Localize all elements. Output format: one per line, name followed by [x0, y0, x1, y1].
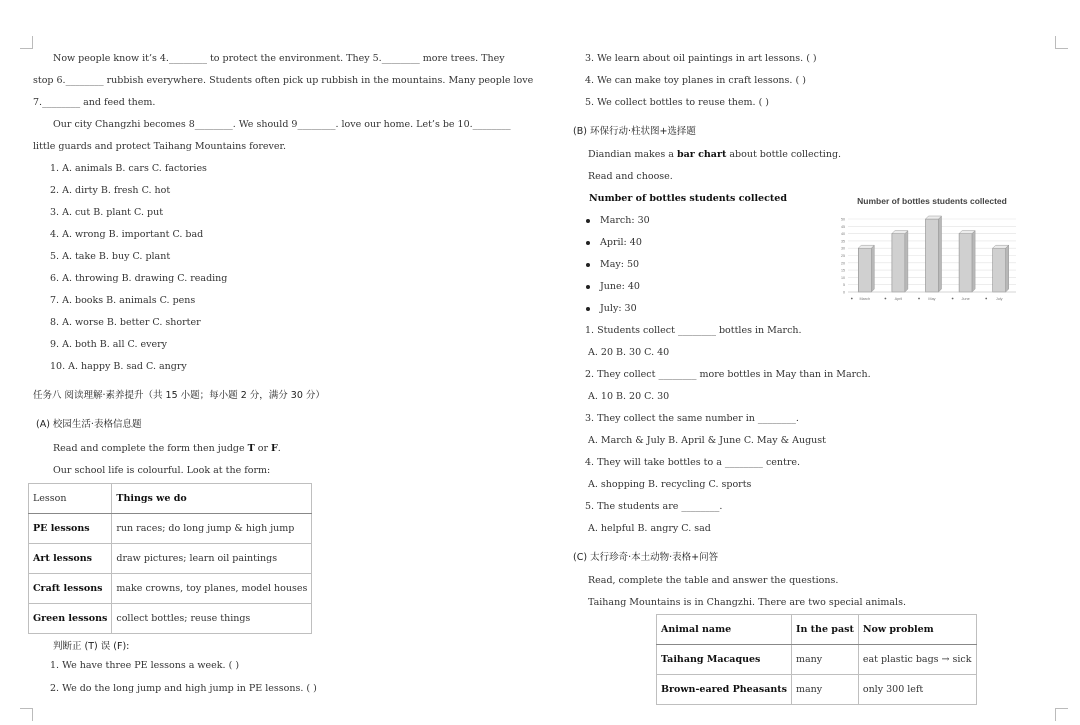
question-3: 3. They collect the same number in ________. — [585, 413, 799, 424]
table-cell-activity: collect bottles; reuse things — [112, 604, 312, 634]
option-7: 7. A. books B. animals C. pens — [50, 295, 196, 306]
option-4: 4. A. wrong B. important C. bad — [50, 229, 204, 240]
list-item: June: 40 — [586, 281, 640, 292]
section-b-instruction: Read and choose. — [588, 171, 673, 182]
chart-bar — [926, 219, 939, 292]
table-header-things: Things we do — [112, 484, 312, 514]
table-cell-lesson: Green lessons — [29, 604, 112, 634]
judge-item-4: 4. We can make toy planes in craft lessons. ( ) — [585, 75, 806, 86]
chart-x-tick-label: June — [961, 297, 970, 301]
table-row — [657, 645, 977, 675]
chart-y-tick-label: 35 — [841, 239, 845, 244]
table-header-animal: Animal name — [657, 615, 792, 645]
bullet-icon — [586, 219, 590, 223]
cloze-line-4: Our city Changzhi becomes 8________. We should 9________. love our home. Let’s be 10.________ — [53, 119, 511, 130]
section-b-intro-pre: Diandian makes a — [588, 149, 677, 160]
chart-bar-side — [871, 245, 874, 292]
cloze-line-5: little guards and protect Taihang Mountains forever. — [33, 141, 287, 152]
section-b-intro — [588, 149, 841, 160]
table-cell-problem: only 300 left — [858, 675, 976, 705]
chart-bar — [993, 248, 1006, 292]
question-5: 5. The students are ________. — [585, 501, 723, 512]
section-c-intro: Taihang Mountains is in Changzhi. There are two special animals. — [588, 597, 906, 608]
list-item: May: 50 — [586, 259, 639, 270]
table-cell-animal: Taihang Macaques — [657, 645, 792, 675]
table-header-problem: Now problem — [858, 615, 976, 645]
chart-bar — [858, 248, 871, 292]
chart-y-tick-label: 25 — [841, 254, 845, 258]
chart-bar-side — [939, 216, 942, 292]
table-row — [657, 675, 977, 705]
judge-label: 判断正 (T) 误 (F): — [53, 641, 130, 652]
crop-mark-top-right — [1055, 36, 1068, 49]
table-row — [29, 604, 312, 634]
chart-x-tick-marker — [851, 298, 853, 300]
bottle-list-title: Number of bottles students collected — [589, 193, 787, 204]
crop-mark-bottom-left — [20, 708, 33, 721]
chart-x-tick-label: April — [894, 297, 903, 301]
table-cell-lesson: Art lessons — [29, 544, 112, 574]
chart-bar — [892, 234, 905, 292]
section-a-intro: Our school life is colourful. Look at the form: — [53, 465, 271, 476]
section-b-title: (B) 环保行动·柱状图+选择题 — [573, 126, 696, 137]
crop-mark-top-left — [20, 36, 33, 49]
chart-x-tick-marker — [952, 298, 954, 300]
chart-x-tick-label: May — [928, 297, 936, 301]
chart-bar — [959, 234, 972, 292]
table-cell-activity: make crowns, toy planes, model houses — [112, 574, 312, 604]
chart-y-tick-label: 20 — [841, 261, 845, 266]
table-cell-activity: run races; do long jump & high jump — [112, 514, 312, 544]
judge-item-1: 1. We have three PE lessons a week. ( ) — [50, 660, 240, 671]
question-3-options: A. March & July B. April & June C. May & August — [588, 435, 826, 446]
table-header-lesson: Lesson — [29, 484, 112, 514]
question-5-options: A. helpful B. angry C. sad — [588, 523, 711, 534]
question-2-options: A. 10 B. 20 C. 30 — [588, 391, 670, 402]
bullet-icon — [586, 285, 590, 289]
section-c-title: (C) 太行珍奇·本土动物·表格+问答 — [573, 552, 719, 563]
bullet-icon — [586, 263, 590, 267]
table-row — [29, 574, 312, 604]
cloze-line-2: stop 6.________ rubbish everywhere. Students often pick up rubbish in the mountains. Many people love — [33, 75, 534, 86]
question-1-options: A. 20 B. 30 C. 40 — [588, 347, 670, 358]
chart-bar-side — [972, 231, 975, 292]
table-cell-past: many — [792, 645, 859, 675]
chart-y-tick-label: 10 — [841, 275, 845, 280]
option-9: 9. A. both B. all C. every — [50, 339, 168, 350]
table-header-past: In the past — [792, 615, 859, 645]
chart-x-tick-label: March — [859, 297, 871, 301]
option-5: 5. A. take B. buy C. plant — [50, 251, 171, 262]
chart-y-tick-label: 45 — [841, 224, 845, 229]
animal-table — [656, 614, 977, 705]
option-6: 6. A. throwing B. drawing C. reading — [50, 273, 228, 284]
judge-item-3: 3. We learn about oil paintings in art lessons. ( ) — [585, 53, 817, 64]
table-cell-lesson: Craft lessons — [29, 574, 112, 604]
table-cell-activity: draw pictures; learn oil paintings — [112, 544, 312, 574]
chart-x-tick-marker — [885, 298, 887, 300]
chart-bar-side — [905, 231, 908, 292]
chart-y-tick-label: 0 — [843, 290, 845, 295]
chart-x-tick-marker — [918, 298, 920, 300]
list-item: March: 30 — [586, 215, 650, 226]
section-b-intro-bold: bar chart — [677, 149, 727, 160]
chart-title: Number of bottles students collected — [857, 196, 1007, 206]
option-10: 10. A. happy B. sad C. angry — [50, 361, 187, 372]
table-row — [29, 514, 312, 544]
section-a-title: (A) 校园生活·表格信息题 — [36, 419, 142, 430]
chart-bar-side — [1006, 245, 1009, 292]
section-c-instruction: Read, complete the table and answer the questions. — [588, 575, 839, 586]
table-header-row — [657, 615, 977, 645]
crop-mark-bottom-right — [1055, 708, 1068, 721]
table-cell-animal: Brown-eared Pheasants — [657, 675, 792, 705]
table-cell-problem: eat plastic bags → sick — [858, 645, 976, 675]
question-4: 4. They will take bottles to a ________ centre. — [585, 457, 801, 468]
option-2: 2. A. dirty B. fresh C. hot — [50, 185, 171, 196]
chart-x-tick-marker — [985, 298, 987, 300]
option-8: 8. A. worse B. better C. shorter — [50, 317, 201, 328]
task8-title: 任务八 阅读理解·素养提升（共 15 小题；每小题 2 分，满分 30 分） — [33, 390, 325, 401]
list-item: July: 30 — [586, 303, 637, 314]
section-b-intro-post: about bottle collecting. — [726, 149, 842, 160]
bottle-bar-chart — [836, 192, 1020, 308]
option-3: 3. A. cut B. plant C. put — [50, 207, 164, 218]
cloze-line-3: 7.________ and feed them. — [33, 97, 156, 108]
question-1: 1. Students collect ________ bottles in March. — [585, 325, 802, 336]
chart-y-tick-label: 30 — [841, 246, 845, 251]
section-a-instruction: Read and complete the form then judge T or F. — [53, 443, 281, 454]
question-2: 2. They collect ________ more bottles in May than in March. — [585, 369, 871, 380]
chart-y-tick-label: 40 — [841, 232, 845, 237]
question-4-options: A. shopping B. recycling C. sports — [588, 479, 752, 490]
chart-x-tick-label: July — [995, 297, 1003, 301]
list-item: April: 40 — [586, 237, 642, 248]
judge-item-2: 2. We do the long jump and high jump in PE lessons. ( ) — [50, 683, 317, 694]
bullet-icon — [586, 307, 590, 311]
table-row — [29, 544, 312, 574]
chart-y-tick-label: 50 — [841, 217, 845, 222]
option-1: 1. A. animals B. cars C. factories — [50, 163, 207, 174]
school-life-table — [28, 483, 312, 634]
table-cell-past: many — [792, 675, 859, 705]
chart-y-tick-label: 15 — [841, 268, 845, 273]
bullet-icon — [586, 241, 590, 245]
table-header-row — [29, 484, 312, 514]
table-cell-lesson: PE lessons — [29, 514, 112, 544]
judge-item-5: 5. We collect bottles to reuse them. ( ) — [585, 97, 769, 108]
chart-y-tick-label: 5 — [843, 283, 845, 288]
cloze-line-1: Now people know it’s 4.________ to protect the environment. They 5.________ more trees. They — [53, 53, 505, 64]
